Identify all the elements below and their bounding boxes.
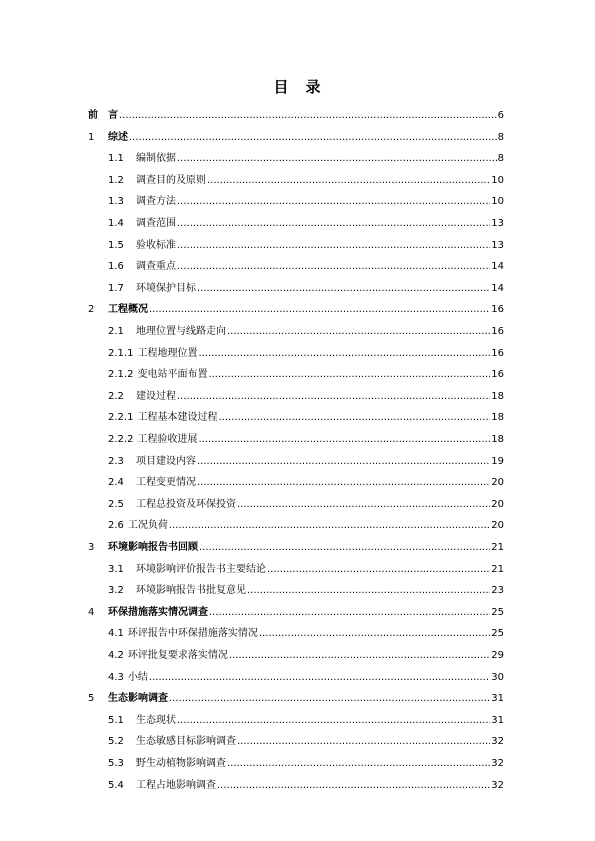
toc-entry-title: 野生动植物影响调查 (136, 758, 226, 769)
toc-entry-page: 10 (491, 196, 504, 208)
toc-entry[interactable] (88, 603, 504, 623)
toc-entry-page: 32 (491, 736, 504, 748)
dot-leader (237, 495, 490, 515)
toc-entry-title: 编制依据 (136, 153, 176, 165)
toc-entry-page: 16 (491, 347, 504, 359)
toc-entry-page: 23 (491, 585, 504, 597)
toc-entry-number: 4.2 (108, 650, 124, 661)
toc-entry-title: 地理位置与线路走向 (136, 326, 226, 337)
toc-entry-title: 调查重点 (136, 261, 176, 273)
dot-leader (217, 776, 490, 796)
toc-entry[interactable] (108, 624, 504, 644)
toc-entry-title: 工况负荷 (127, 520, 168, 532)
toc-entry-number: 1.6 (108, 261, 124, 273)
toc-entry-title: 工程变更情况 (136, 477, 196, 489)
toc-entry-title: 前 言 (88, 110, 118, 121)
dot-leader (229, 646, 490, 666)
dot-leader (197, 452, 490, 472)
toc-entry-number: 1.7 (108, 282, 124, 294)
toc-entry[interactable] (108, 495, 504, 515)
dot-leader (177, 387, 490, 407)
toc-entry-number: 1.2 (108, 174, 124, 186)
toc-entry-number: 2.1.2 (108, 369, 134, 381)
toc-entry-page: 25 (491, 606, 504, 618)
dot-leader (198, 430, 490, 450)
toc-entry-title: 调查目的及原则 (136, 174, 206, 186)
toc-entry-title: 环评批复要求落实情况 (127, 650, 228, 661)
dot-leader (177, 236, 490, 256)
toc-entry[interactable] (108, 408, 504, 428)
toc-entry-page: 14 (491, 261, 504, 273)
toc-entry-number: 3.2 (108, 585, 124, 597)
toc-entry-page: 8 (497, 153, 504, 165)
toc-entry[interactable] (108, 473, 504, 493)
toc-entry[interactable] (108, 149, 504, 169)
toc-entry-title: 环境影响评价报告书主要结论 (136, 563, 266, 575)
toc-entry-number: 2.3 (108, 455, 124, 467)
toc-entry-page: 8 (497, 131, 504, 143)
toc-entry-title: 工程总投资及环保投资 (136, 498, 236, 510)
toc-entry-page: 14 (491, 282, 504, 294)
dot-leader (177, 711, 490, 731)
toc-entry-number: 3 (88, 542, 95, 553)
toc-entry-page: 30 (491, 671, 504, 683)
toc-entry-number: 4.3 (108, 671, 124, 683)
toc-title: 目 录 (273, 78, 322, 96)
toc-entry-page: 21 (491, 563, 504, 575)
toc-entry[interactable] (88, 300, 504, 320)
toc-entry-page: 25 (491, 628, 504, 640)
dot-leader (199, 538, 490, 558)
toc-entry-page: 20 (491, 520, 504, 532)
toc-entry-page: 32 (491, 779, 504, 791)
dot-leader (247, 581, 490, 601)
toc-entry-page: 19 (491, 455, 504, 467)
toc-entry[interactable] (108, 387, 504, 407)
toc-entry-number: 2.2.1 (108, 412, 134, 424)
toc-entry-title: 工程地理位置 (137, 347, 198, 359)
dot-leader (177, 149, 497, 169)
toc-entry-number: 1.3 (108, 196, 124, 208)
toc-entry[interactable] (88, 106, 504, 126)
dot-leader (267, 560, 490, 580)
toc-entry-number: 2.1 (108, 326, 124, 337)
toc-entry-number: 5.2 (108, 736, 124, 748)
dot-leader (119, 106, 497, 126)
toc-entry-page: 29 (491, 650, 504, 661)
toc-entry[interactable] (108, 257, 504, 277)
dot-leader (169, 689, 490, 709)
dot-leader (218, 408, 490, 428)
toc-entry-title: 环评报告中环保措施落实情况 (127, 628, 258, 640)
toc-entry[interactable] (108, 344, 504, 364)
toc-entry-title: 环保措施落实情况调查 (108, 606, 208, 618)
toc-entry-page: 20 (491, 498, 504, 510)
toc-entry[interactable] (108, 581, 504, 601)
toc-entry[interactable] (88, 689, 504, 709)
toc-entry-number: 5 (88, 693, 95, 705)
toc-entry-number: 2.4 (108, 477, 124, 489)
toc-entry-page: 18 (491, 434, 504, 445)
toc-entry[interactable] (108, 668, 504, 688)
toc-entry-number: 2 (88, 304, 95, 316)
toc-entry-number: 2.5 (108, 498, 124, 510)
toc-entry-title: 工程验收进展 (137, 434, 198, 445)
toc-entry-title: 环境保护目标 (136, 282, 196, 294)
toc-entry[interactable] (108, 516, 504, 536)
toc-entry-number: 1.1 (108, 153, 124, 165)
toc-entry-title: 调查范围 (136, 218, 176, 229)
toc-entry[interactable] (108, 171, 504, 191)
toc-entry-number: 5.3 (108, 758, 124, 769)
toc-entry-page: 32 (491, 758, 504, 769)
dot-leader (227, 754, 490, 774)
toc-entry[interactable] (108, 732, 504, 752)
toc-entry[interactable] (108, 214, 504, 234)
toc-entry-title: 项目建设内容 (136, 455, 196, 467)
dot-leader (208, 365, 490, 385)
toc-entry-title: 变电站平面布置 (137, 369, 208, 381)
toc-entry-number: 1 (88, 131, 95, 143)
toc-entry-title: 小结 (127, 671, 148, 683)
toc-entry[interactable] (108, 279, 504, 299)
toc-entry-page: 21 (491, 542, 504, 553)
toc-entry-number: 4 (88, 606, 95, 618)
dot-leader (169, 516, 490, 536)
dot-leader (149, 300, 490, 320)
toc-entry-page: 18 (491, 390, 504, 402)
toc-entry-page: 20 (491, 477, 504, 489)
toc-entry[interactable] (88, 538, 504, 558)
toc-entry[interactable] (108, 646, 504, 666)
toc-entry[interactable] (108, 236, 504, 256)
toc-entry-title: 环境影响报告书批复意见 (136, 585, 246, 597)
toc-entry-number: 2.2.2 (108, 434, 134, 445)
toc-entry[interactable] (108, 322, 504, 342)
toc-entry-number: 2.2 (108, 390, 124, 402)
toc-entry-number: 5.1 (108, 714, 124, 726)
dot-leader (177, 257, 490, 277)
toc-entry-title: 工程概况 (108, 304, 148, 316)
toc-entry-number: 2.1.1 (108, 347, 134, 359)
dot-leader (177, 214, 490, 234)
dot-leader (207, 171, 490, 191)
toc-entry[interactable] (108, 711, 504, 731)
dot-leader (149, 668, 490, 688)
toc-entry-page: 16 (491, 304, 504, 316)
toc-entry[interactable] (108, 452, 504, 472)
toc-entry-title: 生态现状 (136, 714, 176, 726)
toc-entry-page: 10 (491, 174, 504, 186)
toc-entry-title: 综述 (108, 131, 128, 143)
toc-entry-title: 建设过程 (136, 390, 176, 402)
dot-leader (129, 128, 497, 148)
toc-entry-title: 生态敏感目标影响调查 (136, 736, 236, 748)
toc-entry[interactable] (108, 776, 504, 796)
toc-entry[interactable] (108, 430, 504, 450)
toc-entry-number: 2.6 (108, 520, 124, 532)
dot-leader (177, 192, 490, 212)
toc-entry-number: 3.1 (108, 563, 124, 575)
dot-leader (209, 603, 490, 623)
toc-entry-title: 生态影响调查 (108, 693, 168, 705)
toc-entry-page: 6 (497, 110, 504, 121)
toc-entry-page: 16 (491, 326, 504, 337)
dot-leader (198, 344, 490, 364)
dot-leader (227, 322, 490, 342)
toc-entry-page: 13 (491, 239, 504, 251)
toc-entry-page: 18 (491, 412, 504, 424)
toc-entry-page: 16 (491, 369, 504, 381)
toc-entry[interactable] (108, 365, 504, 385)
toc-entry[interactable] (108, 754, 504, 774)
toc-entry-page: 31 (491, 693, 504, 705)
toc-entry-title: 工程占地影响调查 (136, 779, 216, 791)
toc-entry-title: 环境影响报告书回顾 (108, 542, 198, 553)
toc-entry-page: 13 (491, 218, 504, 229)
toc-entry-number: 5.4 (108, 779, 124, 791)
dot-leader (197, 279, 490, 299)
toc-entry-title: 工程基本建设过程 (137, 412, 218, 424)
dot-leader (197, 473, 490, 493)
toc-entry-number: 1.5 (108, 239, 124, 251)
toc-entry-title: 调查方法 (136, 196, 176, 208)
toc-entry-number: 1.4 (108, 218, 124, 229)
dot-leader (259, 624, 490, 644)
toc-entry-number: 4.1 (108, 628, 124, 640)
toc-entry[interactable] (108, 560, 504, 580)
toc-entry[interactable] (88, 128, 504, 148)
toc-entry-page: 31 (491, 714, 504, 726)
toc-entry[interactable] (108, 192, 504, 212)
toc-entry-title: 验收标准 (136, 239, 176, 251)
dot-leader (237, 732, 490, 752)
